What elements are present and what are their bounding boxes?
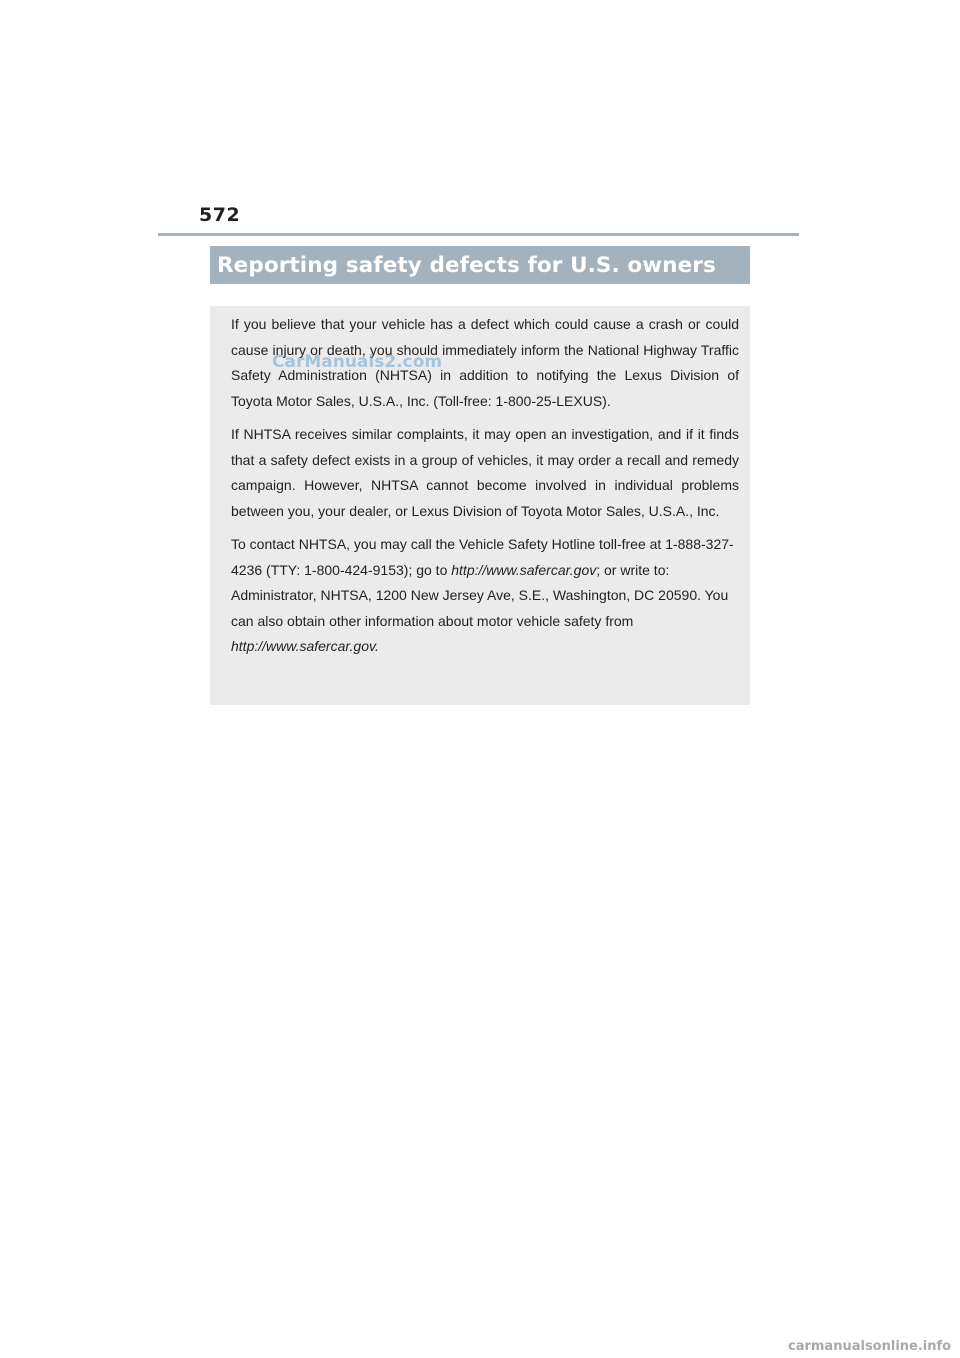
page-number: 572 [199,204,241,226]
contact-text-part1: To contact NHTSA, you may call the Vehicle Safety Hotline toll-free at 1-888-327-4236 (TTY: 1-800-424-9153); go to [231,536,734,578]
paragraph-contact-nhtsa [231,532,739,660]
safercar-link[interactable]: http://www.safercar.gov [451,561,597,578]
footer-site: carmanualsonline.info [788,1339,952,1354]
content-box [210,306,750,705]
section-title-bar [210,246,750,284]
watermark: CarManuals2.com [272,352,443,372]
paragraph-report-defect: If you believe that your vehicle has a defect which could cause a crash or could cause injury or death, you should immediately inform the National Highway Traffic Safety Administration (NHTSA) in addition to notifying the Lexus Division of Toyota Motor Sales, U.S.A., Inc. (Toll-free: 1-800-25-LEXUS). [231,316,739,409]
header-rule [158,233,799,236]
contact-text-part2: ; or write to: Administrator, NHTSA, 1200 New Jersey Ave, S.E., Washington, DC 20590. You can also obtain other information about motor vehicle safety from [231,561,729,629]
safercar-link-2[interactable]: http://www.safercar.gov. [231,638,379,654]
section-title: Reporting safety defects for U.S. owners [217,252,716,278]
paragraph-nhtsa-investigation: If NHTSA receives similar complaints, it may open an investigation, and if it finds that a safety defect exists in a group of vehicles, it may order a recall and remedy campaign. However, NHTSA cannot become involved in individual problems between you, your dealer, or Lexus Division of Toyota Motor Sales, U.S.A., Inc. [231,426,739,519]
